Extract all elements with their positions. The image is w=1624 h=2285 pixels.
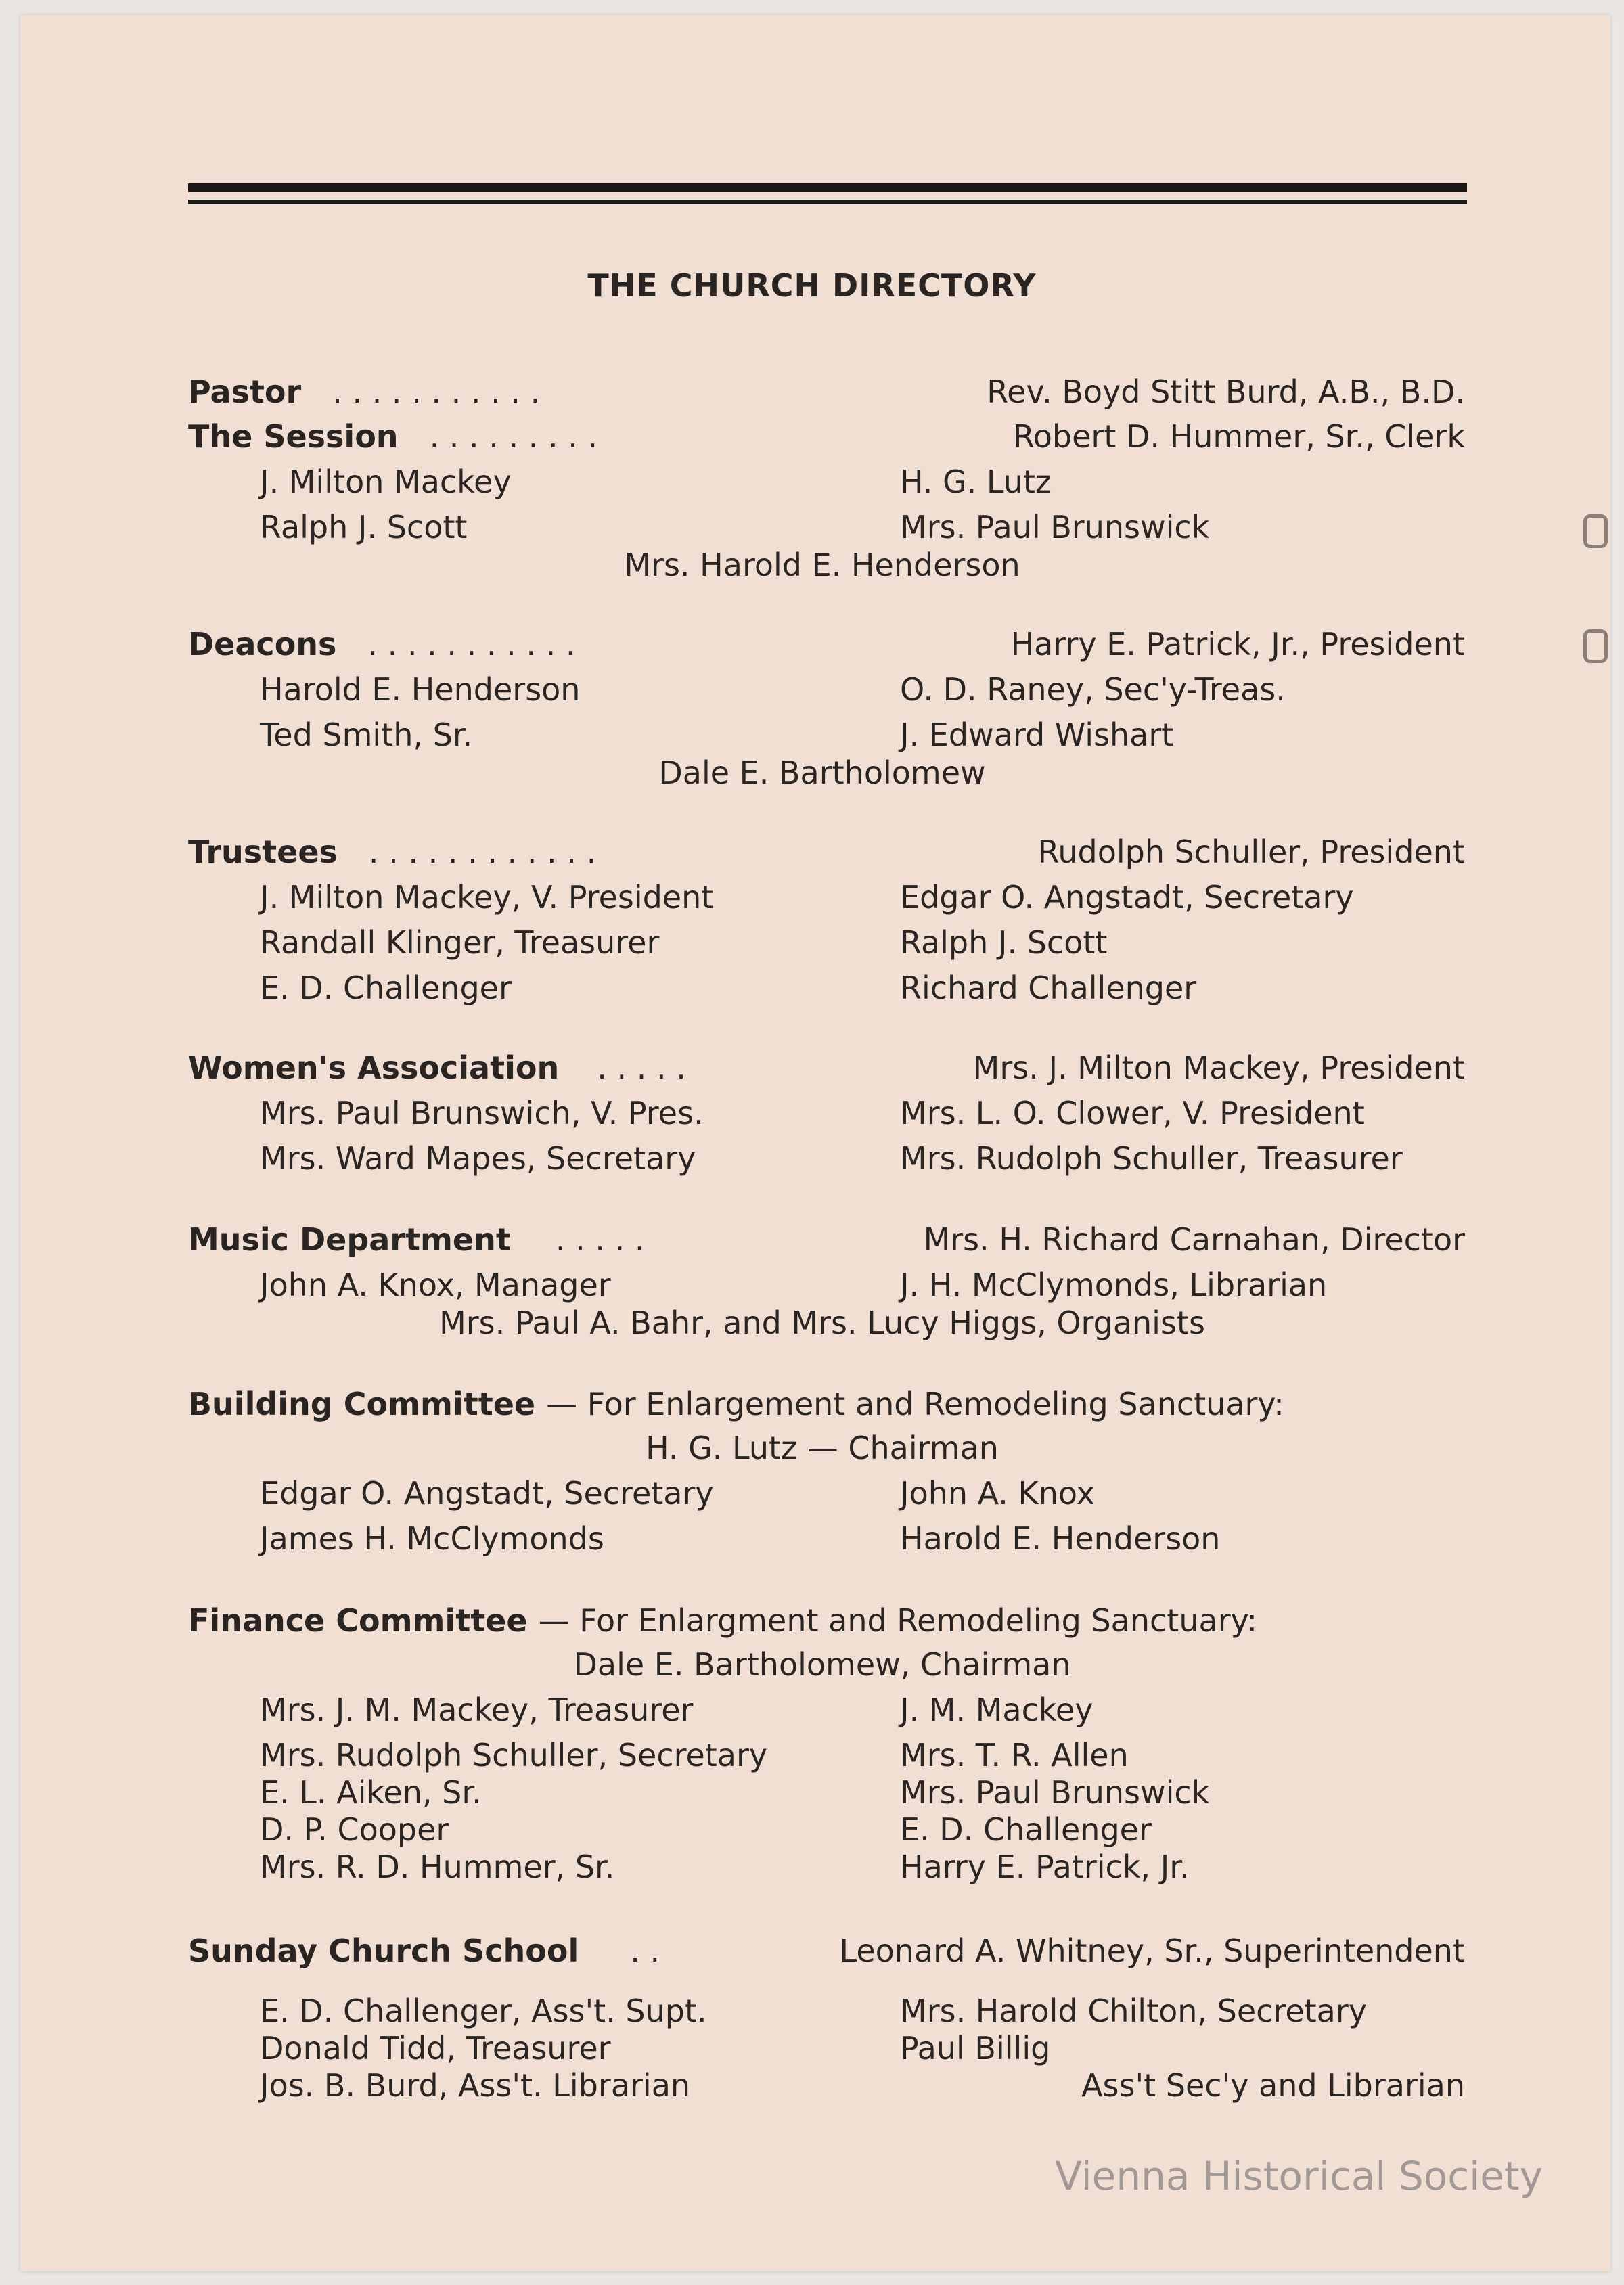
music-department-member: John A. Knox, Manager: [260, 1267, 611, 1303]
womens-association-member: Mrs. Paul Brunswich, V. Pres.: [260, 1095, 704, 1131]
finance-committee-member: D. P. Cooper: [260, 1811, 449, 1848]
sunday-school-member: E. D. Challenger, Ass't. Supt.: [260, 1993, 707, 2029]
trustees-heading: Trustees . . . . . . . . . . . .: [188, 834, 597, 870]
womens-association-member: Mrs. Ward Mapes, Secretary: [260, 1140, 696, 1177]
music-department-heading: Music Department . . . . .: [188, 1221, 645, 1258]
trustees-president: Rudolph Schuller, President: [1037, 834, 1465, 870]
finance-committee-member: J. M. Mackey: [900, 1692, 1093, 1728]
trustee-member: Randall Klinger, Treasurer: [260, 924, 660, 961]
finance-committee-member: Mrs. J. M. Mackey, Treasurer: [260, 1692, 694, 1728]
pastor-heading: Pastor . . . . . . . . . . .: [188, 374, 541, 410]
finance-committee-member: E. L. Aiken, Sr.: [260, 1774, 482, 1811]
deacons-president: Harry E. Patrick, Jr., President: [1010, 626, 1465, 662]
session-heading: The Session . . . . . . . . .: [188, 418, 598, 455]
watermark: Vienna Historical Society: [1055, 2153, 1543, 2199]
music-department-member: J. H. McClymonds, Librarian: [900, 1267, 1328, 1303]
trustee-member: Edgar O. Angstadt, Secretary: [900, 879, 1354, 915]
finance-committee-member: E. D. Challenger: [900, 1811, 1152, 1848]
session-member: Mrs. Paul Brunswick: [900, 509, 1210, 545]
session-member-center: Mrs. Harold E. Henderson: [624, 547, 1020, 583]
sunday-school-member: Mrs. Harold Chilton, Secretary: [900, 1993, 1367, 2029]
music-department-director: Mrs. H. Richard Carnahan, Director: [923, 1221, 1465, 1258]
page-title: THE CHURCH DIRECTORY: [587, 267, 1037, 304]
top-rule-thick: [188, 183, 1467, 192]
sunday-school-heading: Sunday Church School . .: [188, 1932, 660, 1969]
deacon-member: Ted Smith, Sr.: [260, 717, 473, 753]
staple-top: [1583, 514, 1608, 548]
womens-association-member: Mrs. L. O. Clower, V. President: [900, 1095, 1365, 1131]
trustee-member: Richard Challenger: [900, 970, 1197, 1006]
session-member: Ralph J. Scott: [260, 509, 468, 545]
deacon-member: J. Edward Wishart: [900, 717, 1174, 753]
sunday-school-superintendent: Leonard A. Whitney, Sr., Superintendent: [839, 1932, 1465, 1969]
finance-committee-member: Mrs. R. D. Hummer, Sr.: [260, 1849, 615, 1885]
music-department-organists: Mrs. Paul A. Bahr, and Mrs. Lucy Higgs, Organists: [439, 1305, 1205, 1341]
trustee-member: J. Milton Mackey, V. President: [260, 879, 714, 915]
womens-association-heading: Women's Association . . . . .: [188, 1049, 686, 1086]
staple-bottom: [1583, 629, 1608, 663]
sunday-school-member: Paul Billig: [900, 2030, 1051, 2066]
pastor-name: Rev. Boyd Stitt Burd, A.B., B.D.: [987, 374, 1465, 410]
sunday-school-assistant-role: Ass't Sec'y and Librarian: [1081, 2067, 1465, 2104]
trustee-member: Ralph J. Scott: [900, 924, 1108, 961]
finance-committee-member: Mrs. Paul Brunswick: [900, 1774, 1210, 1811]
sunday-school-member: Donald Tidd, Treasurer: [260, 2030, 611, 2066]
top-rule-thin: [188, 200, 1467, 204]
deacon-member: O. D. Raney, Sec'y-Treas.: [900, 671, 1286, 708]
sunday-school-member: Jos. B. Burd, Ass't. Librarian: [260, 2067, 691, 2104]
finance-committee-heading: Finance Committee — For Enlargment and Remodeling Sanctuary:: [188, 1602, 1257, 1639]
session-member: J. Milton Mackey: [260, 463, 512, 500]
deacon-member: Harold E. Henderson: [260, 671, 581, 708]
womens-association-president: Mrs. J. Milton Mackey, President: [972, 1049, 1465, 1086]
building-committee-chairman: H. G. Lutz — Chairman: [646, 1430, 999, 1466]
session-clerk: Robert D. Hummer, Sr., Clerk: [1012, 418, 1465, 455]
womens-association-member: Mrs. Rudolph Schuller, Treasurer: [900, 1140, 1403, 1177]
finance-committee-description: — For Enlargment and Remodeling Sanctuary:: [538, 1602, 1257, 1639]
trustee-member: E. D. Challenger: [260, 970, 512, 1006]
finance-committee-member: Mrs. T. R. Allen: [900, 1737, 1129, 1773]
building-committee-heading: Building Committee — For Enlargement and Remodeling Sanctuary:: [188, 1386, 1284, 1422]
session-member: H. G. Lutz: [900, 463, 1052, 500]
building-committee-member: Harold E. Henderson: [900, 1520, 1221, 1557]
deacon-member-center: Dale E. Bartholomew: [658, 754, 986, 791]
finance-committee-chairman: Dale E. Bartholomew, Chairman: [573, 1646, 1071, 1683]
finance-committee-member: Harry E. Patrick, Jr.: [900, 1849, 1190, 1885]
finance-committee-member: Mrs. Rudolph Schuller, Secretary: [260, 1737, 768, 1773]
building-committee-member: James H. McClymonds: [260, 1520, 604, 1557]
building-committee-member: John A. Knox: [900, 1475, 1095, 1512]
building-committee-description: — For Enlargement and Remodeling Sanctuary:: [546, 1386, 1284, 1422]
building-committee-member: Edgar O. Angstadt, Secretary: [260, 1475, 714, 1512]
deacons-heading: Deacons . . . . . . . . . . .: [188, 626, 576, 662]
